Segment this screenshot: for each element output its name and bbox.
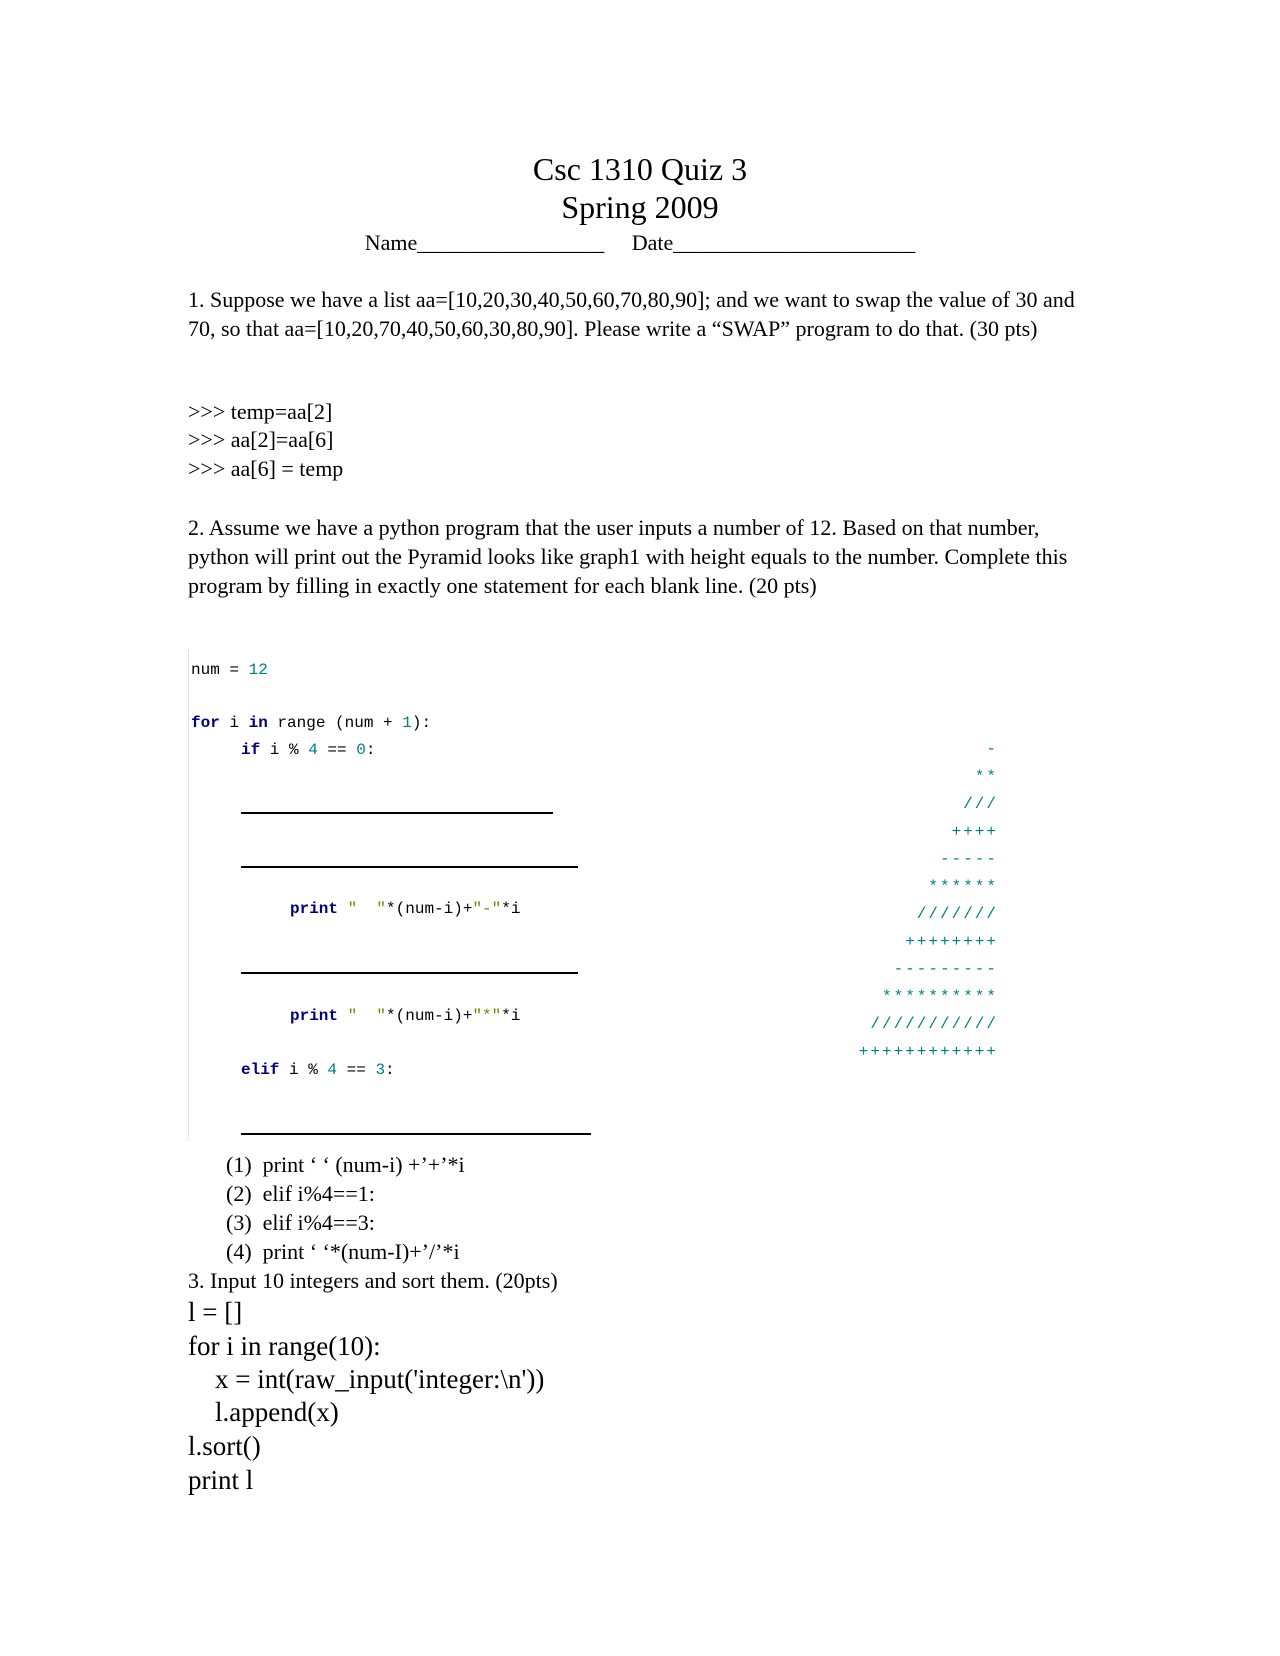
quiz-term: Spring 2009 [561, 189, 719, 225]
pyramid-row: ++++++++ [905, 932, 998, 951]
code-line-num: num = 12 [191, 661, 268, 679]
quiz-title: Csc 1310 Quiz 3 [532, 151, 748, 187]
code-indent-guide [188, 650, 189, 1140]
q3-code-line: l.sort() [188, 1431, 261, 1461]
pyramid-row: - [986, 740, 998, 758]
name-date-line: Name_________________ Date______________________ [364, 230, 916, 255]
pyramid-row: /////////// [870, 1015, 998, 1033]
blank-line-4[interactable] [241, 1133, 591, 1135]
q2-answer-option: (4) print ‘ ‘*(num-I)+’/’*i [226, 1239, 460, 1264]
code-line-print-dash: print " "*(num-i)+"-"*i [290, 900, 521, 918]
pyramid-graph [780, 740, 998, 1070]
q3-code-line: print l [188, 1465, 254, 1495]
q2-answer-option: (1) print ‘ ‘ (num-i) +’+’*i [226, 1152, 465, 1177]
q3-code-line: l.append(x) [188, 1397, 339, 1427]
code-line-for: for i in range (num + 1): [191, 714, 432, 732]
pyramid-row: ********** [881, 987, 998, 1006]
q3-code-line: l = [] [188, 1297, 243, 1327]
q3-code-line: x = int(raw_input('integer:\n')) [188, 1364, 545, 1394]
blank-line-2[interactable] [241, 866, 578, 868]
pyramid-row: ++++++++++++ [858, 1042, 998, 1061]
pyramid-row: /////// [916, 905, 998, 923]
pyramid-row: ****** [928, 877, 998, 896]
pyramid-row: ** [974, 767, 998, 786]
question-1-text: 1. Suppose we have a list aa=[10,20,30,40,50,60,70,80,90]; and we want to swap the value of 30 and 70, so that aa=[10,20,70,40,50,60,30,80,90]. Please write a “SWAP” program to do that. (30 pts) [188, 287, 1075, 341]
q1-answer-line: >>> temp=aa[2] [188, 399, 333, 424]
pyramid-row: --------- [893, 960, 998, 978]
blank-line-1[interactable] [241, 812, 553, 814]
pyramid-row: ----- [939, 850, 998, 868]
question-2-text: 2. Assume we have a python program that the user inputs a number of 12. Based on that number, python will print out the Pyramid looks like graph1 with height equals to the number. Complete this program by filling in exactly one statement for each blank line. (20 pts) [188, 515, 1068, 598]
question-3-text: 3. Input 10 integers and sort them. (20pts) [188, 1268, 558, 1293]
blank-line-3[interactable] [241, 972, 578, 974]
q2-answer-option: (2) elif i%4==1: [226, 1181, 375, 1206]
code-line-elif: elif i % 4 == 3: [241, 1061, 395, 1079]
pyramid-row: /// [963, 795, 998, 813]
code-line-print-star: print " "*(num-i)+"*"*i [290, 1007, 521, 1025]
code-line-if: if i % 4 == 0: [241, 741, 376, 759]
q2-answer-option: (3) elif i%4==3: [226, 1210, 375, 1235]
q1-answer-line: >>> aa[2]=aa[6] [188, 427, 334, 452]
q3-code-line: for i in range(10): [188, 1331, 381, 1361]
q1-answer-line: >>> aa[6] = temp [188, 456, 344, 481]
pyramid-row: ++++ [951, 822, 998, 841]
